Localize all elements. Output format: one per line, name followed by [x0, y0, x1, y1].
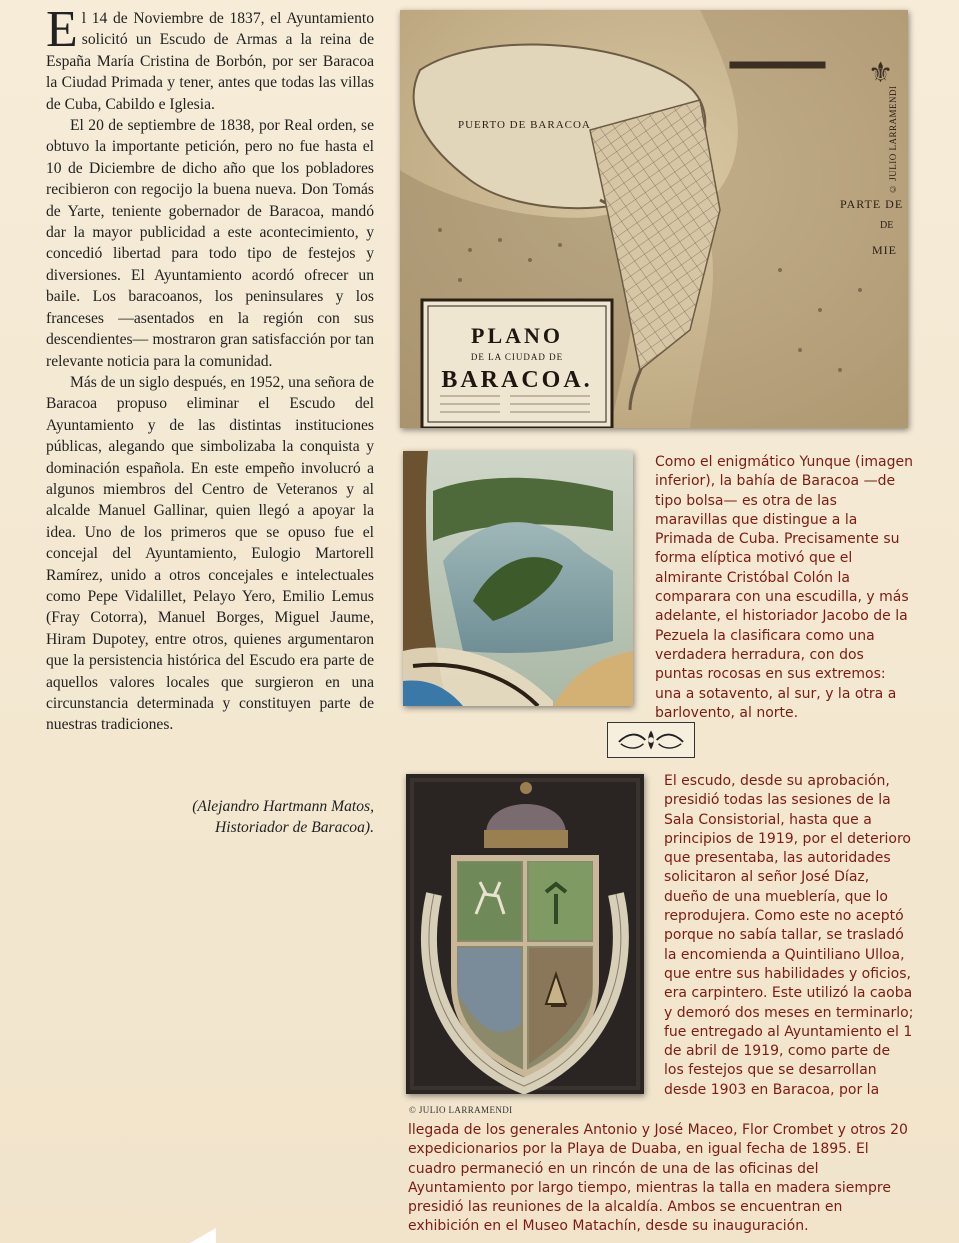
author-signature	[150, 796, 374, 838]
decorative-ornament	[607, 722, 695, 758]
article-paragraph-1	[46, 1, 374, 115]
shield-caption-top: El escudo, desde su aprobación, presidió todas las sesiones de la Sala Consistorial, hasta que a principios de 1919, por el deterioro que presentaba, las autoridades solicitaron al señor José Díaz, dueño de una mueblería, que lo reprodujera. Como este no aceptó porque no sabía tallar, se trasladó la encomienda a Quintiliano Ulloa, que entre sus habilidades y oficios, era carpintero. Este utilizó la caoba y demoró dos meses en terminarlo; fue entregado al Ayuntamiento el 1 de abril de 1919, como parte de los festejos que se desarrollan desde 1903 en Baracoa, por la	[664, 773, 914, 1098]
map-title-line-3: BARACOA.	[441, 367, 593, 393]
map-label-puerto: PUERTO DE BARACOA	[458, 119, 591, 131]
coat-of-arms-photo	[406, 774, 644, 1094]
signature-line-2: Historiador de Baracoa).	[215, 819, 374, 836]
flourish-icon	[608, 723, 694, 757]
page-corner-mark	[190, 1228, 216, 1243]
article-paragraph-3: Más de un siglo después, en 1952, una señora de Baracoa propuso eliminar el Escudo del Ayuntamiento y de las distintas instituciones públicas, alegando que simbolizaba la conquista y dominación española. En este empeño involucró a algunos miembros del Centro de Veteranos y al alcalde Manuel Gallinar, quien llegó a apoyar la idea. Uno de los primeros que se opuso fue el concejal del Ayuntamiento, Eulogio Martorell Ramírez, unido a otros concejales e intelectuales como Pepe Vidalillet, Pelayo Yero, Emilio Lemus (Fray Cotorra), Manuel Borges, Miguel Jaume, Hiram Dupotey, entre otros, quienes argumentaron que la persistencia histórica del Escudo era parte de aquellos valores locales que surgieron en una circunstancia determinada y constituyen parte de nuestras tradiciones.	[46, 373, 374, 734]
bay-painting-photo	[403, 451, 633, 706]
bay-illustration	[403, 451, 633, 706]
drop-cap: E	[46, 1, 78, 58]
map-title-line-2: DE LA CIUDAD DE	[470, 352, 564, 362]
baracoa-map-photo	[400, 10, 908, 428]
svg-text:⚜: ⚜	[868, 56, 894, 89]
shield-illustration	[406, 774, 644, 1094]
map-label-mie: MIE	[872, 243, 897, 257]
signature-line-1: (Alejandro Hartmann Matos,	[192, 798, 374, 815]
map-cartouche	[422, 300, 612, 428]
map-title-line-1: PLANO	[471, 323, 563, 348]
article-body	[46, 1, 374, 736]
map-label-de: DE	[880, 220, 894, 231]
shield-photo-credit: © JULIO LARRAMENDI	[409, 1105, 513, 1115]
map-photo-credit: © JULIO LARRAMENDI	[888, 85, 898, 194]
shield-caption-bottom: llegada de los generales Antonio y José Maceo, Flor Crombet y otros 20 expedicionarios por la Playa de Duaba, en igual fecha de 1895. El cuadro permaneció en un rincón de una de las oficinas del Ayuntamiento por largo tiempo, mientras la talla en madera siempre presidió las reuniones de la alcaldía. Ambos se encuentran en exhibición en el Museo Matachín, desde su inauguración.	[408, 1122, 908, 1235]
article-paragraph-2: El 20 de septiembre de 1838, por Real orden, se obtuvo la importante petición, pero no fue hasta el 10 de Diciembre de dicho año que los pobladores recibieron con regocijo la buena nueva. Don Tomás de Yarte, teniente gobernador de Baracoa, mandó dar la mayor publicidad a este acontecimiento, y concedió libertad para todo tipo de festejos y diversiones. El Ayuntamiento acordó ofrecer un baile. Los baracoanos, los peninsulares y los franceses —asentados en la región con sus descendientes— mostraron gran satisfacción por tan relevante noticia para la comunidad.	[46, 117, 374, 370]
paragraph-1-text: l 14 de Noviembre de 1837, el Ayuntamiento solicitó un Escudo de Armas a la reina de España María Cristina de Borbón, por ser Baracoa la Ciudad Primada y tener, antes que todas las villas de Cuba, Cabildo e Iglesia.	[46, 10, 374, 113]
map-illustration	[400, 10, 908, 428]
map-label-parte: PARTE DE	[840, 197, 904, 211]
bay-caption: Como el enigmático Yunque (imagen inferior), la bahía de Baracoa —de tipo bolsa— es otra de las maravillas que distingue a la Primada de Cuba. Precisamente su forma elíptica motivó que el almirante Cristóbal Colón la comparara con una escudilla, y más adelante, el historiador Jacobo de la Pezuela la clasificara como una verdadera herradura, con dos puntas rocosas en sus extremos: una a sotavento, al sur, y la otra a barlovento, al norte.	[655, 454, 913, 721]
